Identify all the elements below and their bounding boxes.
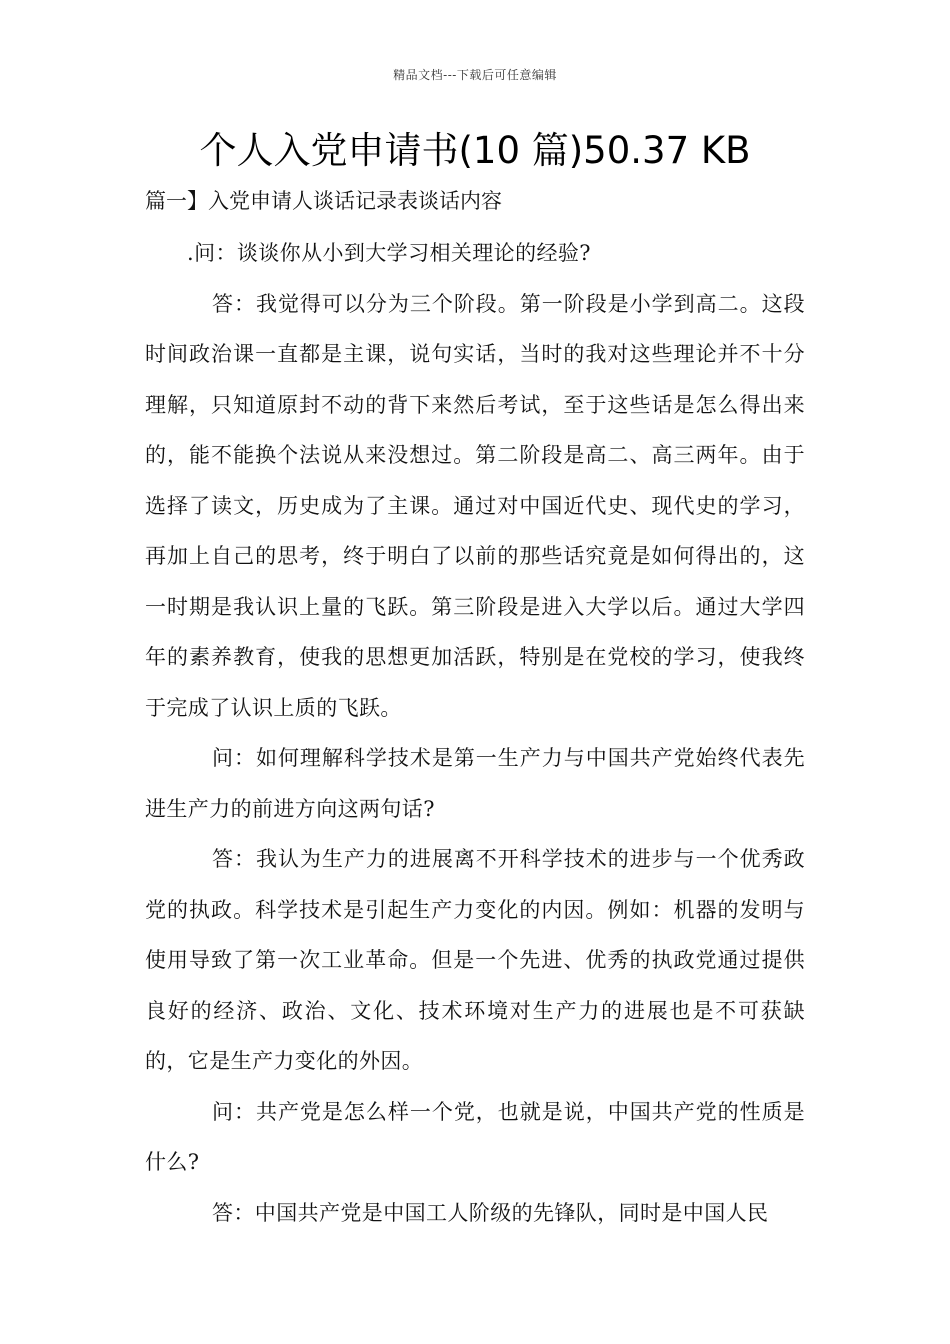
document-body bbox=[145, 180, 805, 1238]
section-heading: 篇一】入党申请人谈话记录表谈话内容 bbox=[145, 189, 502, 213]
question-paragraph: .问：谈谈你从小到大学习相关理论的经验? bbox=[187, 241, 591, 265]
header-note: 精品文档---下载后可任意编辑 bbox=[393, 68, 557, 82]
answer-paragraph: 答：我觉得可以分为三个阶段。第一阶段是小学到高二。这段时间政治课一直都是主课，说句实话，当时的我对这些理论并不十分理解，只知道原封不动的背下来然后考试，至于这些话是怎么得出来的，能不能换个法说从来没想过。第二阶段是高二、高三两年。由于选择了读文，历史成为了主课。通过对中国近代史、现代史的学习，再加上自己的思考，终于明白了以前的那些话究竟是如何得出的，这一时期是我认识上量的飞跃。第三阶段是进入大学以后。通过大学四年的素养教育，使我的思想更加活跃，特别是在党校的学习，使我终于完成了认识上质的飞跃。 bbox=[145, 291, 805, 720]
question-paragraph: 问：共产党是怎么样一个党，也就是说，中国共产党的性质是什么? bbox=[145, 1099, 805, 1174]
question-paragraph: 问：如何理解科学技术是第一生产力与中国共产党始终代表先进生产力的前进方向这两句话? bbox=[145, 746, 805, 821]
document-title: 个人入党申请书(10 篇)50.37 KB bbox=[199, 129, 751, 172]
answer-paragraph: 答：中国共产党是中国工人阶级的先锋队，同时是中国人民 bbox=[212, 1200, 769, 1225]
answer-paragraph: 答：我认为生产力的进展离不开科学技术的进步与一个优秀政党的执政。科学技术是引起生产力变化的内因。例如：机器的发明与使用导致了第一次工业革命。但是一个先进、优秀的执政党通过提供良好的经济、政治、文化、技术环境对生产力的进展也是不可获缺的，它是生产力变化的外因。 bbox=[145, 847, 805, 1073]
